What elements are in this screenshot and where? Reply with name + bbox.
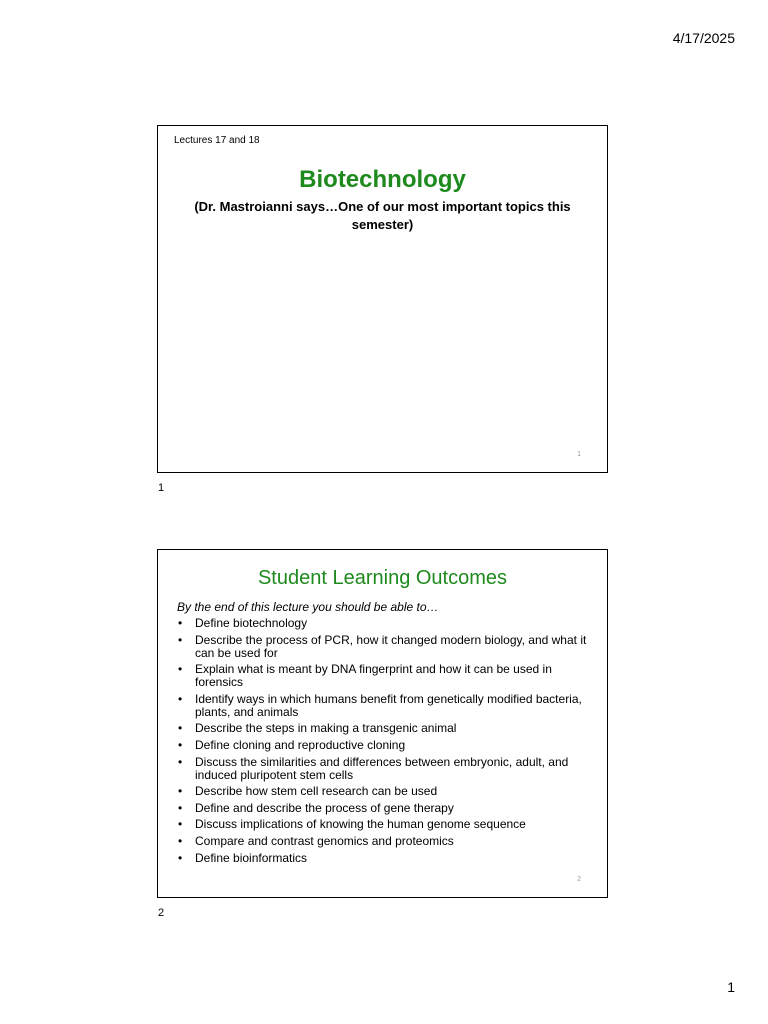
list-item: • Define and describe the process of gene therapy [177, 802, 587, 815]
list-item: • Compare and contrast genomics and proteomics [177, 835, 587, 848]
list-item: • Define biotechnology [177, 617, 587, 630]
list-item: • Identify ways in which humans benefit from genetically modified bacteria, plants, and animals [177, 693, 587, 719]
slide-2 [157, 549, 608, 898]
slide-caption-2: 2 [158, 907, 165, 919]
list-item: • Describe the steps in making a transgenic animal [177, 722, 587, 735]
list-item: • Describe how stem cell research can be used [177, 785, 587, 798]
slide-number: 2 [577, 876, 581, 883]
list-item: • Discuss implications of knowing the human genome sequence [177, 818, 587, 831]
outcomes-list [177, 617, 587, 868]
slide-subtitle: (Dr. Mastroianni says…One of our most important topics this semester) [194, 199, 571, 232]
list-item: • Describe the process of PCR, how it changed modern biology, and what it can be used for [177, 634, 587, 660]
list-item: • Discuss the similarities and differences between embryonic, adult, and induced pluripotent stem cells [177, 756, 587, 782]
intro-text: By the end of this lecture you should be able to… [177, 600, 439, 614]
slide-title: Student Learning Outcomes [257, 567, 508, 589]
list-item: • Define bioinformatics [177, 852, 587, 865]
slide-caption-1: 1 [158, 482, 165, 494]
lecture-label: Lectures 17 and 18 [174, 135, 260, 146]
page-number: 1 [727, 979, 735, 995]
slide-number: 1 [577, 451, 581, 458]
list-item: • Define cloning and reproductive cloning [177, 739, 587, 752]
list-item: • Explain what is meant by DNA fingerprint and how it can be used in forensics [177, 663, 587, 689]
slide-title: Biotechnology [299, 166, 466, 193]
page-date: 4/17/2025 [672, 30, 735, 46]
slide-1 [157, 125, 608, 473]
